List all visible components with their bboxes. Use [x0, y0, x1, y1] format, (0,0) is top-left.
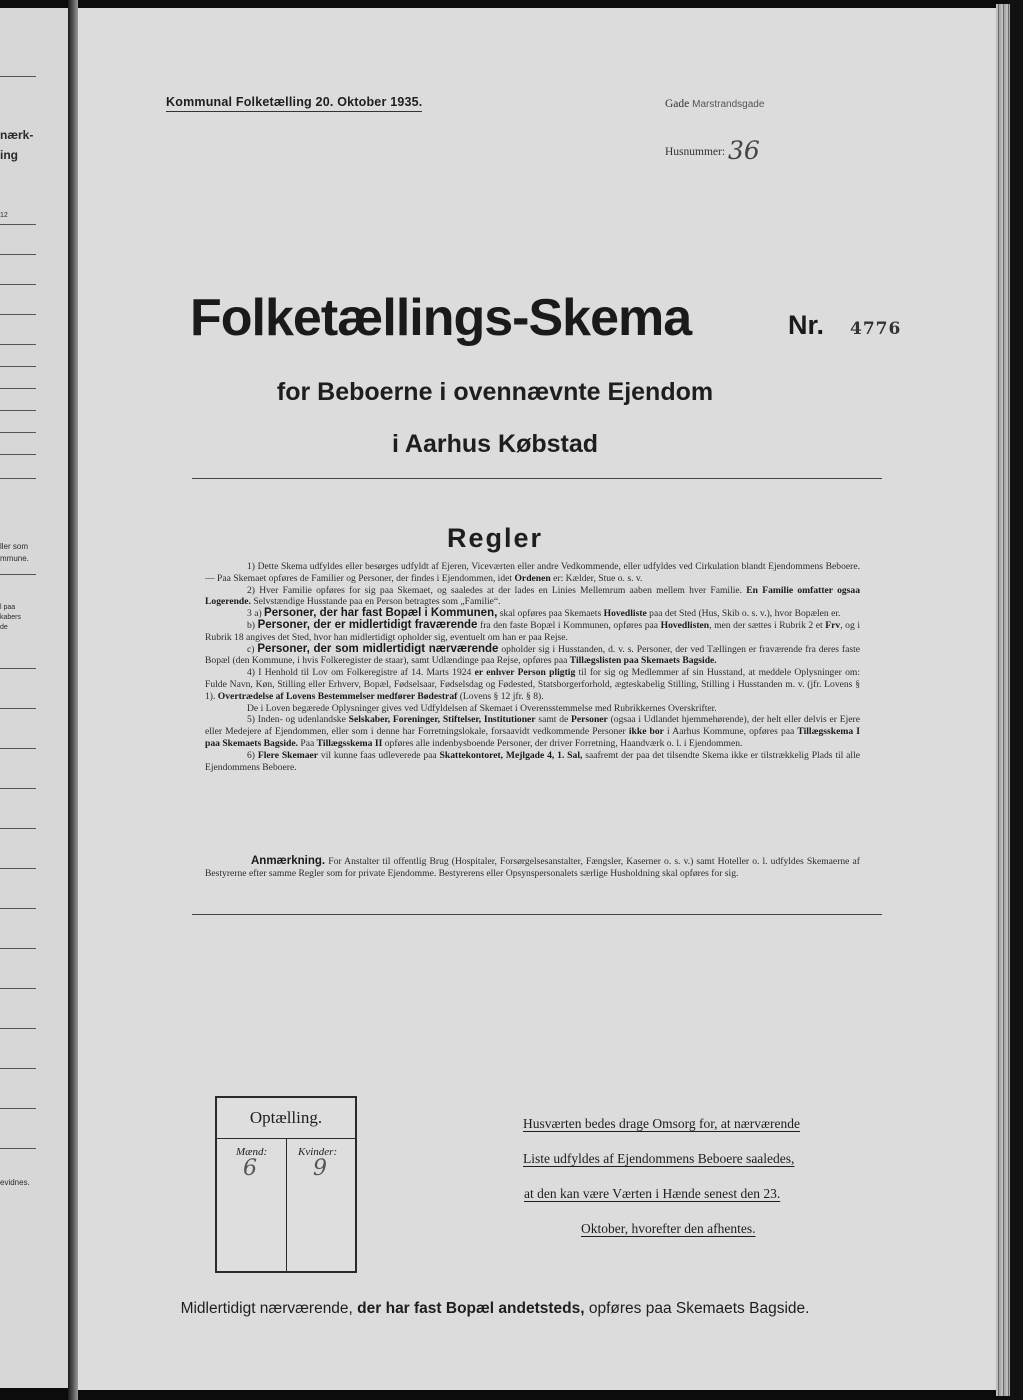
landlord-notice	[523, 1106, 863, 1246]
left-rule	[0, 388, 36, 389]
scan-border	[1010, 0, 1023, 1400]
left-rule	[0, 410, 36, 411]
notice-line: Husværten bedes drage Omsorg for, at nærværende	[523, 1116, 801, 1131]
left-rule	[0, 224, 36, 225]
kvinder-value: 9	[313, 1156, 327, 1181]
husnummer-field	[665, 132, 760, 165]
left-fragment: kabers	[0, 614, 22, 621]
notice-line: Oktober, hvorefter den afhentes.	[581, 1221, 756, 1236]
left-fragment: evidnes.	[0, 1178, 30, 1187]
left-rule	[0, 708, 36, 709]
left-rule	[0, 574, 36, 575]
left-rule	[0, 366, 36, 367]
form-subtitle-1: for Beboerne i ovennævnte Ejendom	[276, 378, 714, 406]
maend-value: 6	[243, 1156, 257, 1181]
left-rule	[0, 1108, 36, 1109]
left-rule	[0, 284, 36, 285]
notice-line: at den kan være Værten i Hænde senest den 23.	[524, 1186, 781, 1201]
form-subtitle-2: i Aarhus Købstad	[391, 430, 599, 458]
anmaerkning-label: Anmærkning.	[251, 855, 326, 867]
left-rule	[0, 948, 36, 949]
left-fragment: l paa	[0, 604, 16, 611]
rules-text	[205, 561, 860, 773]
rule-4: 4) I Henhold til Lov om Folkeregistre af 14. Marts 1924 er enhver Person pligtig til for sig og Medlemmer af sin Husstand, at meddele Oplysninger om: Fulde Navn, Køn, Stilling eller Erhverv, Bopæl, Fødselsaar, Fødselsdag og Fødested, Statsborgerforhold, ægteskabelig Stilling, Stilling i Husstanden m. v. (jfr. Lovens § 1). Overtrædelse af Lovens Bestemmelser medfører Bødestraf (Lovens § 12 jfr. § 8).	[205, 667, 860, 702]
left-rule	[0, 454, 36, 455]
rule-3a: 3 a) Personer, der har fast Bopæl i Kommunen, skal opføres paa Skemaets Hovedliste paa det Sted (Hus, Skib o. s. v.), hvor Bopælen er.	[247, 607, 841, 620]
left-rule	[0, 314, 36, 315]
left-fragment: ller som	[0, 542, 29, 551]
tally-title: Optælling.	[249, 1108, 323, 1127]
footer-note: Midlertidigt nærværende, der har fast Bopæl andetsteds, opføres paa Skemaets Bagside.	[180, 1300, 810, 1317]
notice-line: Liste udfyldes af Ejendommens Beboere saaledes,	[523, 1151, 795, 1166]
gade-value: Marstrandsgade	[692, 99, 765, 110]
maend-label: Mænd:	[236, 1146, 268, 1158]
rule-2: 2) Hver Familie opføres for sig paa Skemaet, og saaledes at der lades en Linies Mellemrum aaben mellem hver Familie. En Familie omfatter ogsaa Logerende. Selvstændige Husstande paa en Person betragtes som „Familie“.	[205, 584, 860, 608]
kvinder-label: Kvinder:	[298, 1146, 338, 1158]
left-rule	[0, 1028, 36, 1029]
divider	[192, 478, 882, 479]
census-header-title: Kommunal Folketælling 20. Oktober 1935.	[166, 95, 422, 112]
left-rule	[0, 868, 36, 869]
left-rule	[0, 788, 36, 789]
left-rule	[0, 908, 36, 909]
left-rule	[0, 76, 36, 77]
tally-divider	[286, 1138, 287, 1271]
book-gutter	[68, 0, 78, 1400]
rule-4-cont: De i Loven begærede Oplysninger gives ved Udfyldelsen af Skemaet i Overensstemmelse med Rubrikkernes Overskrifter.	[247, 702, 717, 714]
regler-heading: Regler	[446, 523, 544, 553]
left-rule	[0, 432, 36, 433]
rule-3c: c) Personer, der som midlertidigt nærværende opholder sig i Husstanden, d. v. s. Personer, der ved Tællingen er fraværende fra deres faste Bopæl (den Kommune, i hvis Folkeregister de staar), samt Udlændinge paa Rejse, opføres paa Tillægslisten paa Skemaets Bagside.	[205, 642, 861, 667]
page-stack-edge	[996, 4, 1010, 1396]
rule-5: 5) Inden- og udenlandske Selskaber, Foreninger, Stiftelser, Institutioner samt de Personer (ogsaa i Udlandet hjemmehørende), der helt eller delvis er Ejere eller Medejere af Ejendommen, eller som i denne har Forretningslokale, forsaavidt vedkommende Personer ikke bor i Aarhus Kommune, opføres paa Tillægsskema I paa Skemaets Bagside. Paa Tillægsskema II opføres alle indenbysboende Personer, der driver Forretning, Haandværk o. l. i Ejendommen.	[205, 714, 860, 749]
left-rule	[0, 988, 36, 989]
gade-field	[665, 98, 764, 110]
left-rule	[0, 668, 36, 669]
divider	[192, 914, 882, 915]
left-fragment: nærk-	[0, 128, 34, 142]
left-rule	[0, 344, 36, 345]
left-fragment: mmune.	[0, 554, 29, 563]
anmaerkning-note: Anmærkning. For Anstalter til offentlig Brug (Hospitaler, Forsørgelsesanstalter, Fængsler, Kaserner o. s. v.) samt Hoteller o. l. udfyldes Skemaerne af Bestyrerne efter samme Regler som for private Ejendomme. Bestyrerens eller Opsynspersonalets særlige Husholdning skal opføres for sig.	[205, 855, 860, 879]
form-number-label: Nr.	[788, 310, 825, 340]
left-rule	[0, 254, 36, 255]
left-rule	[0, 828, 36, 829]
left-fragment: de	[0, 624, 8, 631]
left-rule	[0, 478, 36, 479]
left-rule	[0, 748, 36, 749]
husnummer-label: Husnummer:	[665, 146, 726, 158]
rule-3b: b) Personer, der er midlertidigt fraværende fra den faste Bopæl i Kommunen, opføres paa Hovedlisten, men der sættes i Rubrik 2 et Frv, og i Rubrik 18 angives det Sted, hvor han midlertidigt opholder sig, eventuelt om han er paa Rejse.	[205, 618, 860, 643]
left-fragment: ing	[0, 148, 18, 162]
left-rule	[0, 1148, 36, 1149]
husnummer-value: 36	[727, 136, 760, 165]
left-rule	[0, 1068, 36, 1069]
gade-label: Gade	[665, 98, 690, 110]
form-title: Folketællings-Skema	[190, 289, 692, 347]
form-number-value: 4776	[850, 319, 902, 339]
tally-box	[215, 1096, 357, 1273]
left-fragment: 12	[0, 212, 8, 219]
rule-6: 6) Flere Skemaer vil kunne faas udleverede paa Skattekontoret, Mejlgade 4, 1. Sal, saafremt der paa det tilsendte Skema ikke er tilstrækkelig Plads til alle Ejendommens Beboere.	[205, 749, 861, 773]
census-form-page	[78, 8, 996, 1390]
left-page-fragment	[0, 8, 68, 1388]
rule-1: 1) Dette Skema udfyldes eller besørges udfyldt af Ejeren, Viceværten eller andre Vedkommende, eller udfyldes ved Cirkulation blandt Ejendommens Beboere. — Paa Skemaet opføres de Familier og Personer, der findes i Ejendommen, idet Ordenen er: Kælder, Stue o. s. v.	[205, 561, 860, 584]
